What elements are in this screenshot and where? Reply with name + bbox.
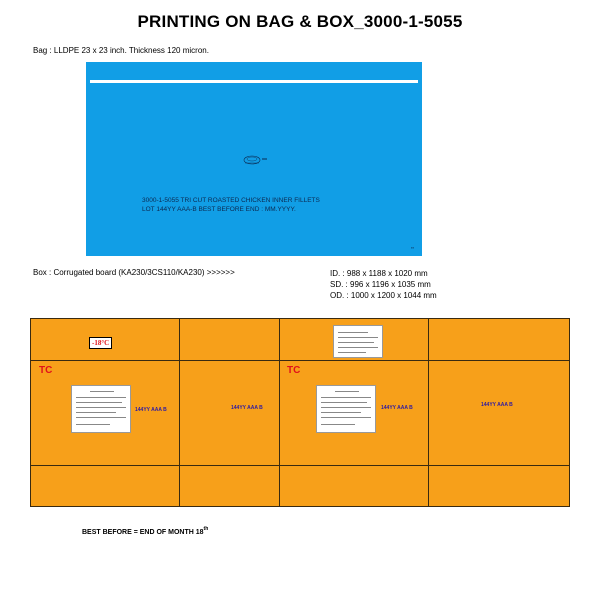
box-dimensions <box>330 268 437 301</box>
box-inner-dimension: ID. : 988 x 1188 x 1020 mm <box>330 269 428 278</box>
box-dieline <box>30 318 570 507</box>
lot-code-2: 144YY AAA B <box>231 405 263 411</box>
lot-code-3: 144YY AAA B <box>381 405 413 411</box>
box-standard-dimension: SD. : 996 x 1196 x 1035 mm <box>330 280 431 289</box>
temperature-badge: -18°C <box>89 337 112 349</box>
panel-divider <box>279 319 280 506</box>
flap-divider <box>31 465 569 466</box>
flap-label-sticker <box>333 325 383 358</box>
bag-corner-mark: ▪▪ <box>411 245 414 250</box>
tc-mark-left: TC <box>39 365 53 376</box>
bag-caption: Bag : LLDPE 23 x 23 inch. Thickness 120 micron. <box>33 46 209 55</box>
lot-code-4: 144YY AAA B <box>481 402 513 408</box>
bag-product-line: 3000-1-5055 TRI CUT ROASTED CHICKEN INNER FILLETS <box>142 197 320 204</box>
tc-mark-right: TC <box>287 365 301 376</box>
bag-seal-stripe <box>90 80 418 83</box>
flap-divider <box>31 360 569 361</box>
best-before-note <box>82 526 209 536</box>
panel-divider <box>428 319 429 506</box>
box-caption: Box : Corrugated board (KA230/3CS110/KA230) >>>>>> <box>33 268 235 277</box>
lot-code-1: 144YY AAA B <box>135 407 167 413</box>
product-label-right <box>316 385 376 433</box>
panel-divider <box>179 319 180 506</box>
bag-print-text <box>142 196 320 214</box>
product-label-left <box>71 385 131 433</box>
bag-artwork <box>86 62 422 256</box>
best-before-suffix: th <box>203 526 209 532</box>
best-before-text: BEST BEFORE = END OF MONTH 18 <box>82 529 204 536</box>
product-tray-icon <box>242 152 270 168</box>
bag-lot-line: LOT 144YY AAA-B BEST BEFORE END : MM.YYYY. <box>142 206 296 213</box>
box-outer-dimension: OD. : 1000 x 1200 x 1044 mm <box>330 291 437 300</box>
page-title: PRINTING ON BAG & BOX_3000-1-5055 <box>137 12 463 31</box>
